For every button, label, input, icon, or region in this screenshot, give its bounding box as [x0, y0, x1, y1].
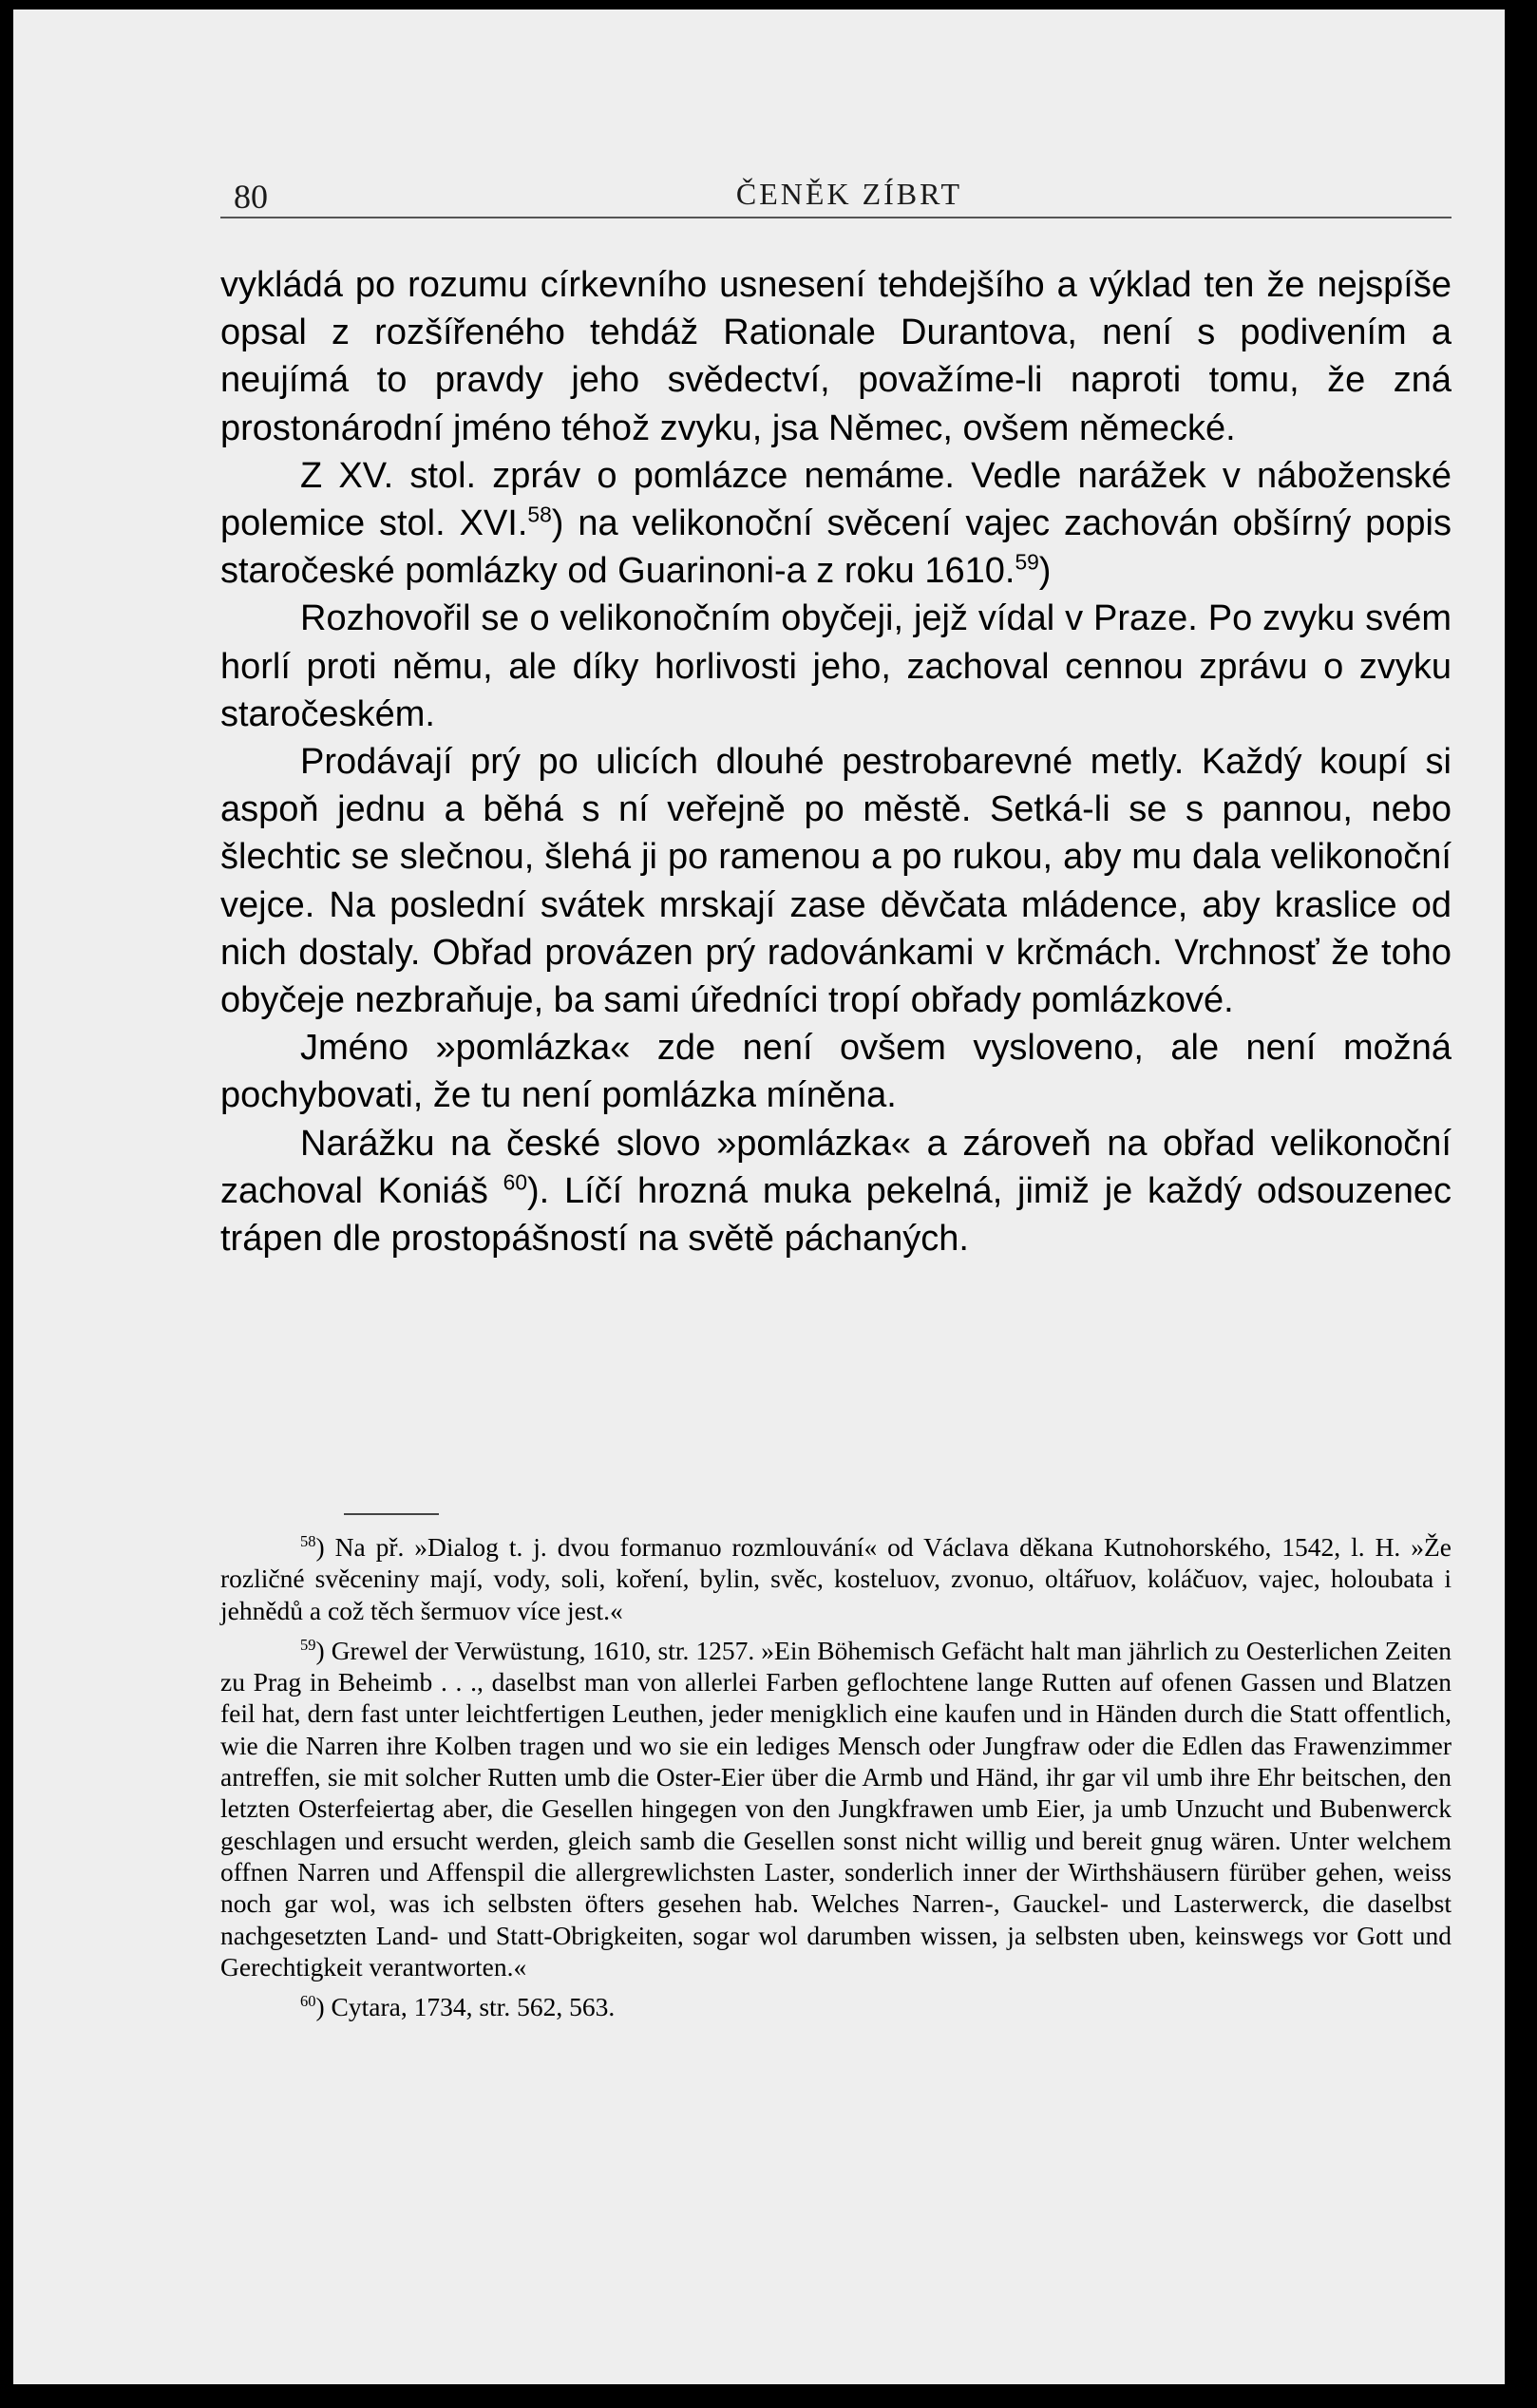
footnote-60-text: ) Cytara, 1734, str. 562, 563. [315, 1992, 616, 2022]
footnote-ref-58: 58 [527, 502, 552, 527]
paragraph-6-text-b: ). Líčí hrozná muka pekelná, jimiž je každý odsouzenec trápen dle prostopášností na světě páchaných. [220, 1170, 1452, 1260]
page-number: 80 [234, 178, 268, 216]
paragraph-6-text-a: Narážku na české slovo »pomlázka« a zároveň na obřad velikonoční zachoval Koniáš [220, 1123, 1452, 1211]
footnote-ref-60: 60 [503, 1169, 528, 1195]
footnote-60-marker: 60 [300, 1992, 316, 2010]
footnote-59 [220, 1635, 1452, 1982]
footnote-59-marker: 59 [300, 1635, 316, 1654]
footnote-58-marker: 58 [300, 1531, 316, 1550]
paragraph-2-text-b: ) na velikonoční svěcení vajec zachován obšírný popis staročeské pomlázky od Guarinoni-a z roku 1610. [220, 503, 1452, 592]
paragraph-4: Prodávají prý po ulicích dlouhé pestrobarevné metly. Každý koupí si aspoň jednu a běhá s ní veřejně po městě. Setká-li se s pannou, nebo šlechtic se slečnou, šlehá ji po ramenou a po rukou, aby mu dala velikonoční vejce. Na poslední svátek mrskají zase děvčata mládence, aby kraslice od nich dostaly. Obřad provázen prý radovánkami v krčmách. Vrchnosť že toho obyčeje nezbraňuje, ba sami úředníci tropí obřady pomlázkové. [220, 742, 1452, 1021]
footnote-58 [220, 1531, 1452, 1626]
paragraph-1: vykládá po rozumu církevního usnesení tehdejšího a výklad ten že nejspíše opsal z rozšířeného tehdáž Rationale Durantova, není s podivením a neujímá to pravdy jeho svědectví, považíme-li naproti tomu, že zná prostonárodní jméno téhož zvyku, jsa Němec, ovšem německé. [220, 265, 1452, 448]
footnotes-rule [344, 1513, 439, 1515]
paragraph-2 [220, 452, 1452, 596]
paragraph-2-text-c: ) [1038, 551, 1052, 592]
header-rule [220, 217, 1452, 218]
page-header [234, 171, 1465, 228]
main-text [220, 261, 1452, 1262]
footnote-ref-59: 59 [1015, 549, 1039, 575]
footnote-58-text: ) Na př. »Dialog t. j. dvou formanuo rozmlouvání« od Václava děkana Kutnohorského, 1542, l. H. »Že rozličné svěceniny mají, vody, soli, koření, bylin, svěc, kosteluov, zvonuo, oltářuov, koláčuov, vajec, holoubata i jehnědů a což těch šermuov více jest.« [220, 1532, 1452, 1625]
running-title: ČENĚK ZÍBRT [735, 177, 963, 211]
footnote-59-text: ) Grewel der Verwüstung, 1610, str. 1257. »Ein Böhemisch Gefächt halt man jährlich zu Oesterlichen Zeiten zu Prag in Beheimb . . ., daselbst man von allerlei Farben geflochtene lange Rutten auf ofenen Gassen und Blatzen feil hat, dern fast unter leichtfertigen Leuthen, jeder menigklich eine kaufen und in Händen durch die Statt offentlich, wie die Narren ihre Kolben tragen und wo sie ein lediges Mensch oder Jungfraw oder die Edlen das Frawenzimmer antreffen, sie mit solcher Rutten umb die Oster-Eier über die Armb und Händ, ihr gar vil umb ihre Ehr beitschen, den letzten Osterfeiertag aber, die Gesellen hingegen von den Jungkfrawen umb Eier, ja umb Unzucht und Bubenwerck geschlagen und ersucht werden, gleich samb die Gesellen sonst nicht willig und bereit gnug wären. Unter welchem offnen Narren und Affenspil die allergrewlichsten Laster, sonderlich inner der Wirthshäusern fürüber gehen, weiss noch gar wol, was ich selbsten öfters gesehen hab. Welches Narren-, Gauckel- und Lasterwerck, die daselbst nachgesetzten Land- und Statt-Obrigkeiten, sogar wol darumben wissen, ja selbsten uben, keinswegs vor Gott und Gerechtigkeit verantworten.« [220, 1635, 1452, 1981]
paragraph-2-text-a: Z XV. stol. zpráv o pomlázce nemáme. Vedle narážek v náboženské polemice stol. XVI. [220, 455, 1452, 544]
paragraph-3: Rozhovořil se o velikonočním obyčeji, jejž vídal v Praze. Po zvyku svém horlí proti němu, ale díky horlivosti jeho, zachoval cennou zprávu o zvyku staročeském. [220, 598, 1452, 734]
footnote-60 [220, 1991, 1452, 2022]
paragraph-5: Jméno »pomlázka« zde není ovšem vysloveno, ale není možná pochybovati, že tu není pomlázka míněna. [220, 1028, 1452, 1116]
paragraph-6 [220, 1120, 1452, 1263]
footnotes [220, 1531, 1452, 2031]
